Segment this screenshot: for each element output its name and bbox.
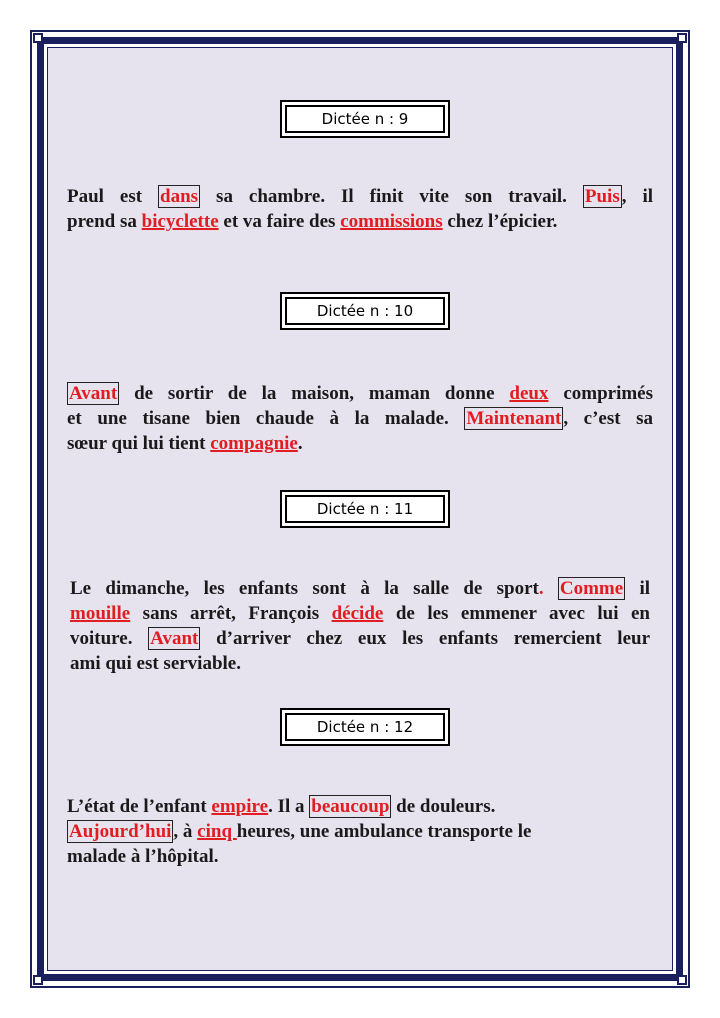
boxed-word: Aujourd’hui [69, 821, 172, 842]
dictee-11-line-4 [70, 651, 650, 676]
text-run: sa chambre. Il finit vite son travail. [216, 186, 567, 207]
boxed-word: Puis [584, 186, 620, 207]
boxed-word: Avant [69, 383, 118, 404]
underlined-word: décide [331, 603, 384, 624]
text-run: Paul est [67, 186, 143, 207]
dictee-9-title: Dictée n : 9 [285, 105, 445, 133]
underlined-word: deux [509, 383, 549, 404]
boxed-word: dans [160, 186, 199, 207]
text-run: heures, une ambulance transporte le [236, 821, 532, 842]
text-run: de douleurs. [396, 796, 496, 817]
underlined-word: mouille [70, 603, 131, 624]
boxed-word: Maintenant [466, 408, 562, 429]
dictee-9-text [67, 184, 653, 234]
boxed-word: Avant [150, 628, 199, 649]
dictee-12-text [67, 794, 653, 869]
dictee-10-text [67, 381, 653, 456]
corner-ornament-bottom-left [33, 975, 43, 985]
text-run: ami qui est serviable. [70, 653, 241, 674]
underlined-word: commissions [340, 211, 443, 232]
dictee-11-title: Dictée n : 11 [285, 495, 445, 523]
text-run: et va faire des [223, 211, 336, 232]
dictee-10-line-3 [67, 431, 653, 456]
dictee-9-title-box [280, 100, 450, 138]
text-run: , à [173, 821, 193, 842]
text-run: voiture. [70, 628, 133, 649]
dictee-10-line-1 [67, 381, 653, 406]
dictee-11-line-3 [70, 626, 650, 651]
corner-ornament-bottom-right [677, 975, 687, 985]
text-run: comprimés [563, 383, 654, 404]
corner-ornament-top-right [677, 33, 687, 43]
text-run: et une tisane bien chaude à la malade. [67, 408, 449, 429]
red-punctuation: . [538, 578, 544, 599]
text-run: . [297, 433, 303, 454]
boxed-word: beaucoup [311, 796, 390, 817]
text-run: de sortir de la maison, maman donne [134, 383, 495, 404]
text-run: , il [621, 186, 654, 207]
text-run: prend sa [67, 211, 137, 232]
text-run: L’état de l’enfant [67, 796, 207, 817]
dictee-12-title: Dictée n : 12 [285, 713, 445, 741]
corner-ornament-top-left [33, 33, 43, 43]
dictee-11-title-box [280, 490, 450, 528]
dictee-10-title: Dictée n : 10 [285, 297, 445, 325]
text-run: sœur qui lui tient [67, 433, 206, 454]
dictee-10-line-2 [67, 406, 653, 431]
text-run: de les emmener avec lui en [395, 603, 651, 624]
dictee-9-line-1 [67, 184, 653, 209]
dictee-11-text [70, 576, 650, 676]
dictee-12-title-box [280, 708, 450, 746]
dictee-9-line-2 [67, 209, 653, 234]
underlined-word: compagnie [210, 433, 298, 454]
dictee-12-line-1 [67, 794, 653, 819]
underlined-word: bicyclette [141, 211, 219, 232]
text-run: , c’est sa [563, 408, 654, 429]
dictee-12-line-3 [67, 844, 653, 869]
boxed-word: Comme [559, 578, 624, 599]
dictee-12-line-2 [67, 819, 653, 844]
dictee-11-line-1 [70, 576, 650, 601]
text-run: d’arriver chez eux les enfants remercient leur [216, 628, 651, 649]
text-run: malade à l’hôpital. [67, 846, 219, 867]
dictee-10-title-box [280, 292, 450, 330]
text-run: . Il a [268, 796, 305, 817]
text-run: chez l’épicier. [447, 211, 558, 232]
text-run: il [639, 578, 651, 599]
text-run: sans arrêt, François [142, 603, 320, 624]
underlined-word: cinq [197, 821, 237, 842]
dictee-11-line-2 [70, 601, 650, 626]
underlined-word: empire [211, 796, 269, 817]
text-run: Le dimanche, les enfants sont à la salle de sport [70, 578, 539, 599]
